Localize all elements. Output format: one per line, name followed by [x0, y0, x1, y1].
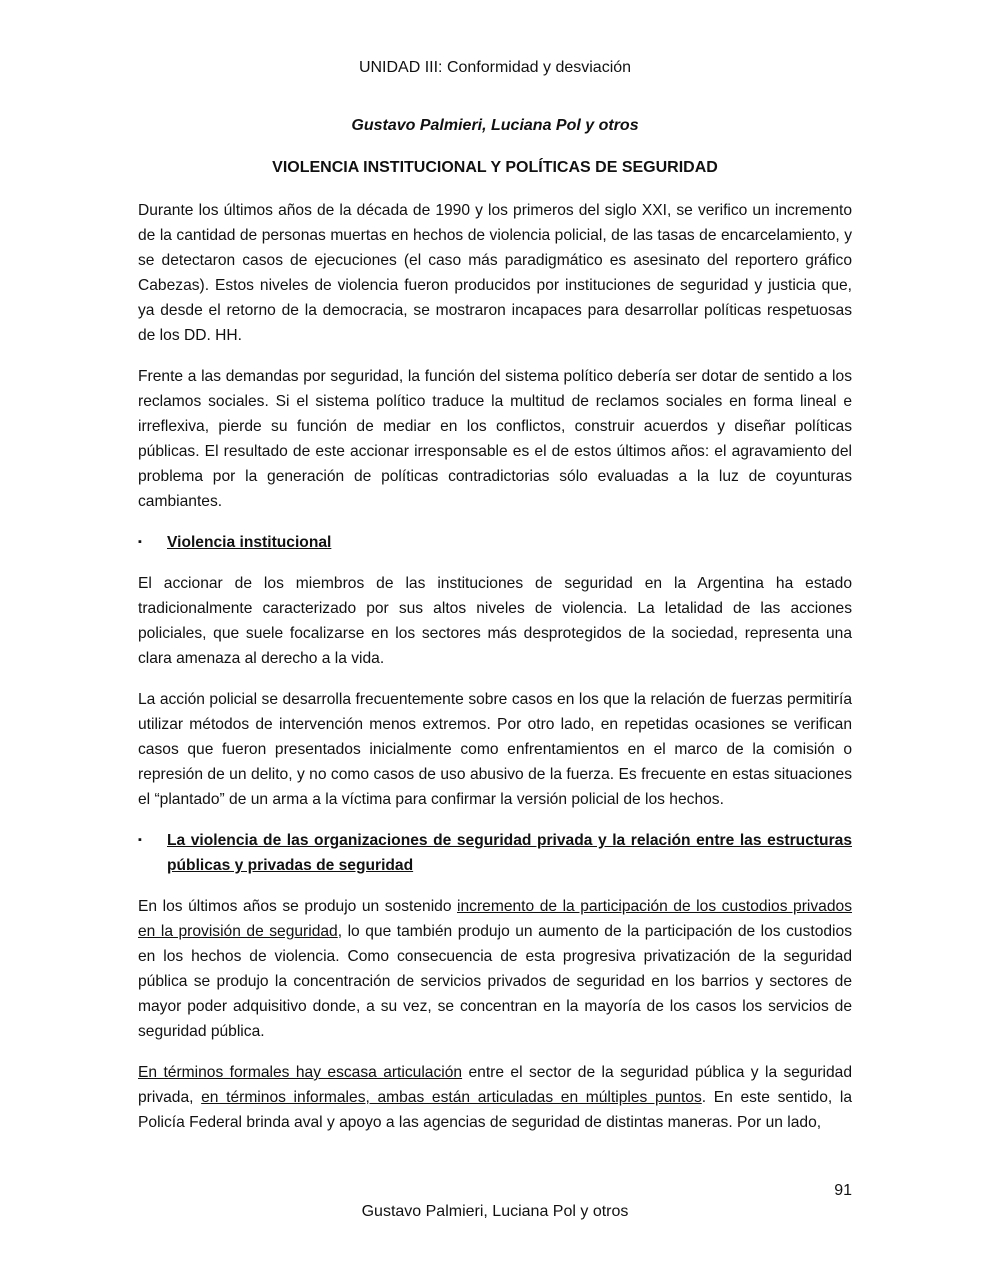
- paragraph-2: Frente a las demandas por seguridad, la función del sistema político debería ser dotar de sentido a los reclamos sociales. Si el sistema político traduce la multitud de reclamos sociales en forma lineal e irreflexiva, pierde su función de mediar en los conflictos, construir acuerdos y diseñar políticas públicas. El resultado de este accionar irresponsable es el de estos últimos años: el agravamiento del problema por la generación de políticas contradictorias sólo evaluadas a la luz de coyunturas cambiantes.: [138, 368, 852, 510]
- document-body: [138, 198, 852, 1151]
- paragraph-6-underlined-2: en términos informales, ambas están articuladas en múltiples puntos: [201, 1089, 702, 1106]
- paragraph-5: [138, 894, 852, 1044]
- authors-line: Gustavo Palmieri, Luciana Pol y otros: [351, 117, 639, 134]
- paragraph-4: La acción policial se desarrolla frecuentemente sobre casos en los que la relación de fuerzas permitiría utilizar métodos de intervención menos extremos. Por otro lado, en repetidas ocasiones se verifican casos que fueron presentados inicialmente como enfrentamientos en el marco de la comisión o represión de un delito, y no como casos de uso abusivo de la fuerza. Es frecuente en estas situaciones el “plantado” de un arma a la víctima para confirmar la versión policial de los hechos.: [138, 691, 852, 808]
- paragraph-6: [138, 1060, 852, 1135]
- paragraph-6-text-a: entre el sector de la seguridad pública y la seguridad privada,: [138, 1064, 853, 1106]
- page-footer: Gustavo Palmieri, Luciana Pol y otros: [361, 1203, 629, 1220]
- section-heading-text: La violencia de las organizaciones de seguridad privada y la relación entre las estructuras públicas y privadas de seguridad: [167, 832, 852, 874]
- paragraph-1: Durante los últimos años de la década de 1990 y los primeros del siglo XXI, se verifico un incremento de la cantidad de personas muertas en hechos de violencia policial, de las tasas de encarcelamiento, y se detectaron casos de ejecuciones (el caso más paradigmático es asesinato del reportero gráfico Cabezas). Estos niveles de violencia fueron producidos por instituciones de seguridad y justicia que, ya desde el retorno de la democracia, se mostraron incapaces para desarrollar políticas respetuosas de los DD. HH.: [138, 202, 852, 344]
- document-title: VIOLENCIA INSTITUCIONAL Y POLÍTICAS DE SEGURIDAD: [272, 159, 718, 176]
- bullet-marker-icon: ▪: [138, 536, 142, 548]
- paragraph-6-underlined-1: En términos formales hay escasa articulación: [138, 1064, 463, 1081]
- section-heading-text: Violencia institucional: [167, 534, 332, 551]
- paragraph-6-text-b: . En este sentido, la Policía Federal brinda aval y apoyo a las agencias de seguridad de distintas maneras. Por un lado,: [138, 1089, 852, 1131]
- paragraph-5-text-b: , lo que también produjo un aumento de la participación de los custodios en los hechos de violencia. Como consecuencia de esta progresiva privatización de la seguridad pública se produjo la concentración de servicios privados de seguridad en los barrios y sectores de mayor poder adquisitivo donde, a su vez, se concentran en la mayoría de los casos los servicios de seguridad pública.: [138, 923, 852, 1040]
- section-heading-seguridad-privada: [138, 828, 852, 878]
- page-number: 91: [834, 1182, 852, 1199]
- paragraph-5-text-a: En los últimos años se produjo un sostenido: [138, 898, 458, 915]
- paragraph-5-underlined: incremento de la participación de los custodios privados en la provisión de seguridad: [138, 898, 852, 940]
- bullet-marker-icon: ▪: [138, 834, 142, 846]
- page-header: UNIDAD III: Conformidad y desviación: [358, 59, 632, 76]
- paragraph-3: El accionar de los miembros de las instituciones de seguridad en la Argentina ha estado tradicionalmente caracterizado por sus altos niveles de violencia. La letalidad de las acciones policiales, que suele focalizarse en los sectores más desprotegidos de la sociedad, representa una clara amenaza al derecho a la vida.: [138, 575, 852, 667]
- section-heading-violencia-institucional: [138, 530, 852, 555]
